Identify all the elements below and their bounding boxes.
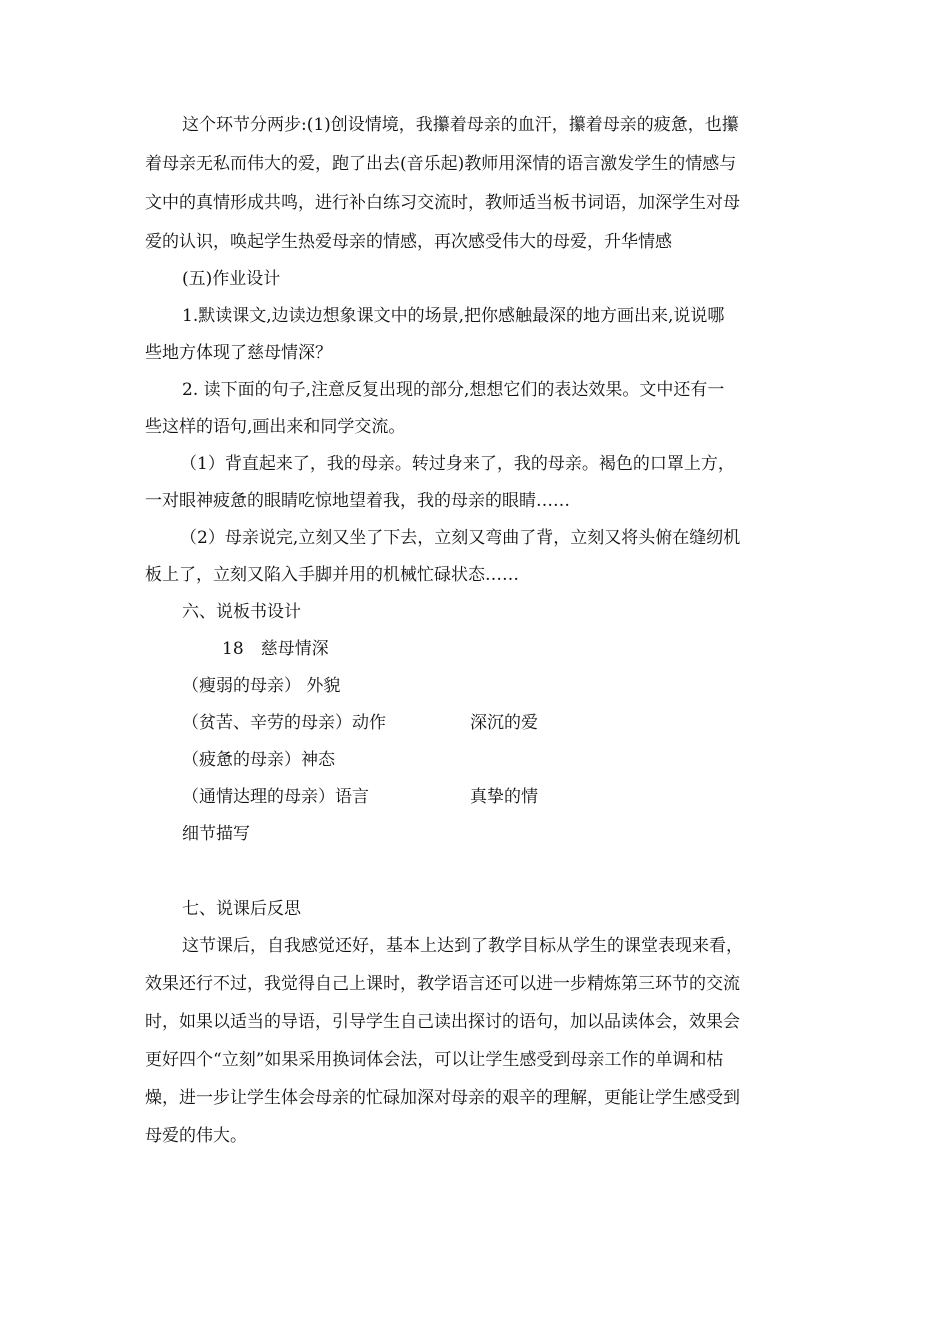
emphasis-text	[327, 454, 395, 474]
emphasis-text	[434, 528, 468, 548]
text-segment: 又坐了下去，	[332, 528, 435, 548]
paragraph-line: 爱的认识，唤起学生热爱母亲的情感，再次感受伟大的母爱，升华情感	[145, 232, 672, 252]
emphasis-dot-char: 刻	[315, 520, 332, 557]
text-segment: （1）背直起来了，	[180, 454, 327, 474]
emphasis-dot-char: 的	[531, 446, 548, 483]
board-label-deep-love: 深沉的爱	[470, 713, 538, 733]
homework-item-1: 1.默读课文,边读边想象课文中的场景,把你感触最深的地方画出来,说说哪	[182, 306, 725, 326]
text-segment: 又将头俯在缝纫机	[604, 528, 741, 548]
section-heading-homework: (五)作业设计	[182, 269, 281, 289]
board-row-expression: （疲惫的母亲）神态	[182, 750, 335, 770]
board-row-language: （通情达理的母亲）语言	[182, 787, 369, 807]
text-segment: 又弯曲了背，	[468, 528, 571, 548]
text-segment: 。转过身来了，	[394, 454, 514, 474]
text-segment: 板上了，	[145, 565, 213, 585]
emphasis-dot-char: 立	[570, 520, 587, 557]
homework-item-2: 2. 读下面的句子,注意反复出现的部分,想想它们的表达效果。文中还有一	[182, 380, 725, 400]
emphasis-dot-char: 亲	[565, 446, 582, 483]
example-sentence-2	[180, 520, 810, 557]
emphasis-text	[570, 528, 604, 548]
emphasis-text	[298, 528, 332, 548]
emphasis-dot-char: 刻	[587, 520, 604, 557]
emphasis-text	[417, 491, 451, 511]
emphasis-dot-char: 立	[298, 520, 315, 557]
emphasis-dot-char: 的	[434, 483, 451, 520]
example-sentence-2-cont	[145, 557, 810, 594]
emphasis-dot-char: 我	[327, 446, 344, 483]
emphasis-text	[213, 565, 247, 585]
text-segment: 。褐色的口罩上方，	[581, 454, 735, 474]
emphasis-dot-char: 亲	[378, 446, 395, 483]
board-label-sincere-feeling: 真挚的情	[470, 787, 538, 807]
homework-item-2-cont: 些这样的语句,画出来和同学交流。	[145, 417, 406, 437]
emphasis-text	[514, 454, 582, 474]
emphasis-dot-char: 我	[514, 446, 531, 483]
board-row-appearance: （瘦弱的母亲） 外貌	[182, 676, 341, 696]
section-heading-reflection: 七、说课后反思	[182, 899, 301, 919]
reflection-line: 这节课后，自我感觉还好，基本上达到了教学目标从学生的课堂表现来看，	[182, 936, 743, 956]
emphasis-dot-char: 我	[417, 483, 434, 520]
board-row-detail: 细节描写	[182, 824, 250, 844]
emphasis-dot-char: 母	[548, 446, 565, 483]
reflection-line: 更好四个“立刻”如果采用换词体会法，可以让学生感受到母亲工作的单调和枯	[145, 1050, 724, 1070]
emphasis-dot-char: 的	[344, 446, 361, 483]
example-sentence-1-cont	[145, 483, 810, 520]
emphasis-dot-char: 刻	[230, 557, 247, 594]
reflection-line: 时，如果以适当的导语，引导学生自己读出探讨的语句，加以品读体会，效果会	[145, 1012, 740, 1032]
paragraph-line: 着母亲无私而伟大的爱，跑了出去(音乐起)教师用深情的语言激发学生的情感与	[145, 154, 737, 174]
reflection-line: 母爱的伟大。	[145, 1126, 247, 1146]
emphasis-dot-char: 立	[434, 520, 451, 557]
paragraph-line: 文中的真情形成共鸣，进行补白练习交流时，教师适当板书词语，加深学生对母	[145, 193, 740, 213]
text-segment: 一对眼神疲惫的眼睛吃惊地望着我，	[145, 491, 417, 511]
board-row-action: （贫苦、辛劳的母亲）动作	[182, 713, 386, 733]
paragraph-line: 这个环节分两步:(1)创设情境，我攥着母亲的血汗，攥着母亲的疲惫，也攥	[182, 115, 739, 135]
reflection-line: 效果还行不过，我觉得自己上课时，教学语言还可以进一步精炼第三环节的交流	[145, 974, 740, 994]
reflection-line: 燥，进一步让学生体会母亲的忙碌加深对母亲的艰辛的理解，更能让学生感受到	[145, 1088, 740, 1108]
homework-item-1-cont: 些地方体现了慈母情深？	[145, 343, 332, 363]
emphasis-dot-char: 母	[361, 446, 378, 483]
board-title: 18 慈母情深	[222, 639, 329, 659]
text-segment: 又陷入手脚并用的机械忙碌状态……	[247, 565, 519, 585]
section-heading-board: 六、说板书设计	[182, 602, 301, 622]
example-sentence-1	[180, 446, 810, 483]
emphasis-dot-char: 刻	[451, 520, 468, 557]
emphasis-dot-char: 立	[213, 557, 230, 594]
text-segment: （2）母亲说完,	[180, 528, 299, 548]
text-segment: 母亲的眼睛……	[451, 491, 570, 511]
